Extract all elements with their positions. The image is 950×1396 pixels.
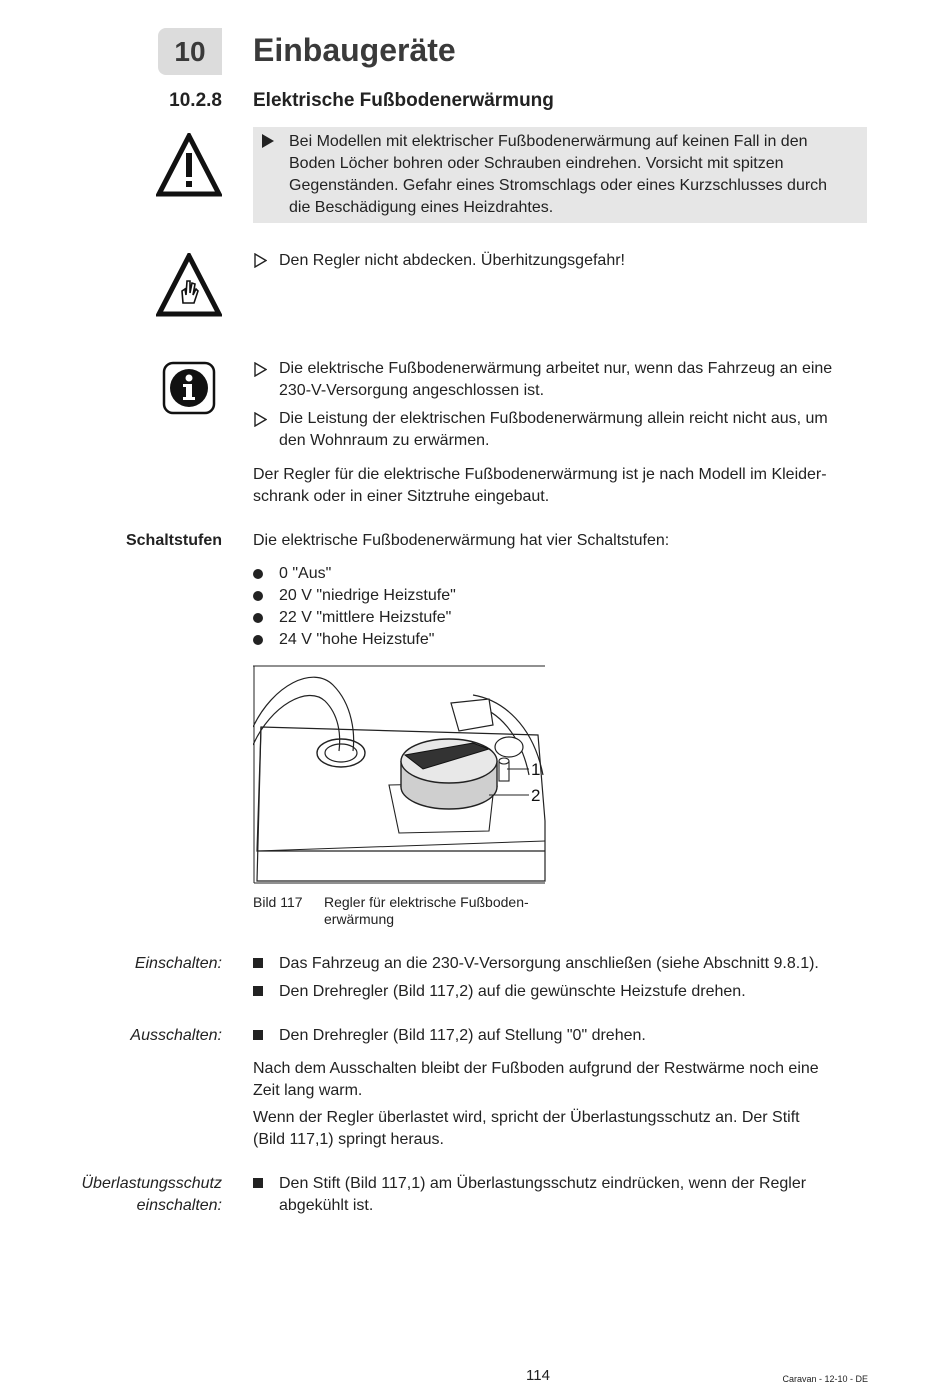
info-line: Die elektrische Fußbodenerwärmung arbeitet nur, wenn das Fahrzeug an eine: [279, 360, 833, 377]
paragraph-line: Wenn der Regler überlastet wird, spricht der Überlastungsschutz an. Der Stift: [253, 1109, 800, 1126]
regler-illustration: [253, 665, 547, 885]
chapter-number-tab: [158, 28, 222, 75]
caution-arrow-icon: [254, 253, 266, 267]
paragraph-line: (Bild 117,1) springt heraus.: [253, 1131, 444, 1148]
regler-paragraph: [253, 464, 827, 508]
item-line: abgekühlt ist.: [279, 1197, 374, 1214]
chapter-title: Einbaugeräte: [253, 32, 456, 68]
schaltstufen-intro: Die elektrische Fußbodenerwärmung hat vier Schaltstufen:: [253, 532, 670, 549]
warning-line: Gegenständen. Gefahr eines Stromschlags oder eines Kurzschlusses durch: [289, 177, 828, 194]
callout-1: 1: [531, 760, 541, 779]
square-bullet-icon: [253, 1178, 263, 1188]
schaltstufe-item: 22 V "mittlere Heizstufe": [279, 609, 452, 626]
bullet-icon: [253, 569, 263, 579]
caption-line: erwärmung: [324, 911, 395, 927]
regler-figure: [253, 665, 547, 890]
caution-hand-icon: [156, 253, 222, 322]
square-bullet-icon: [253, 986, 263, 996]
info-icon: [162, 361, 216, 420]
schaltstufen-label: Schaltstufen: [125, 532, 222, 549]
page-number: 114: [526, 1367, 550, 1384]
bullet-icon: [253, 635, 263, 645]
bullet-icon: [253, 613, 263, 623]
info-line: 230-V-Versorgung angeschlossen ist.: [279, 382, 545, 399]
callout-2: 2: [531, 786, 541, 805]
paragraph-line: Zeit lang warm.: [253, 1082, 363, 1099]
warning-line: Boden Löcher bohren oder Schrauben eindrehen. Vorsicht mit spitzen: [289, 155, 784, 172]
einschalten-label: Einschalten:: [134, 955, 222, 972]
info-line: den Wohnraum zu erwärmen.: [279, 432, 490, 449]
ueberlast-item: [279, 1173, 806, 1217]
section-title: Elektrische Fußbodenerwärmung: [253, 90, 554, 111]
ausschalten-paragraph: [253, 1058, 819, 1102]
paragraph-line: Der Regler für die elektrische Fußbodenerwärmung ist je nach Modell im Kleider-: [253, 466, 827, 483]
figure-caption: [324, 894, 529, 928]
paragraph-line: schrank oder in einer Sitztruhe eingebaut.: [253, 488, 550, 505]
bullet-icon: [253, 591, 263, 601]
caption-line: Regler für elektrische Fußboden-: [324, 894, 529, 910]
label-line: einschalten:: [136, 1197, 222, 1214]
info-arrow-icon: [254, 362, 266, 376]
square-bullet-icon: [253, 1030, 263, 1040]
info-arrow-icon: [254, 412, 266, 426]
ueberlast-label: [40, 1173, 222, 1217]
info-line: Die Leistung der elektrischen Fußbodenerwärmung allein reicht nicht aus, um: [279, 410, 828, 427]
item-line: Den Stift (Bild 117,1) am Überlastungsschutz eindrücken, wenn der Regler: [279, 1175, 807, 1192]
ausschalten-label: Ausschalten:: [130, 1027, 222, 1044]
warning-line: die Beschädigung eines Heizdrahtes.: [289, 199, 554, 216]
paragraph-line: Nach dem Ausschalten bleibt der Fußboden aufgrund der Restwärme noch eine: [253, 1060, 819, 1077]
einschalten-item: Das Fahrzeug an die 230-V-Versorgung anschließen (siehe Abschnitt 9.8.1).: [279, 955, 819, 972]
warning-arrow-icon: [262, 134, 274, 148]
info-item: [279, 408, 828, 452]
ueberlast-paragraph: [253, 1107, 800, 1151]
warning-text: [289, 131, 859, 219]
einschalten-item: Den Drehregler (Bild 117,2) auf die gewünschte Heizstufe drehen.: [279, 983, 746, 1000]
warning-line: Bei Modellen mit elektrischer Fußbodenerwärmung auf keinen Fall in den: [289, 133, 808, 150]
warning-exclamation-icon: [156, 133, 222, 202]
figure-label: Bild 117: [253, 894, 303, 910]
chapter-number: 10: [174, 35, 206, 67]
info-item: [279, 358, 832, 402]
document-reference: Caravan - 12-10 - DE: [782, 1374, 868, 1384]
label-line: Überlastungsschutz: [81, 1175, 222, 1192]
square-bullet-icon: [253, 958, 263, 968]
ausschalten-item: Den Drehregler (Bild 117,2) auf Stellung "0" drehen.: [279, 1027, 646, 1044]
schaltstufe-item: 24 V "hohe Heizstufe": [279, 631, 435, 648]
section-number: 10.2.8: [169, 90, 222, 111]
caution-text: Den Regler nicht abdecken. Überhitzungsgefahr!: [279, 252, 625, 269]
schaltstufe-item: 20 V "niedrige Heizstufe": [279, 587, 456, 604]
schaltstufe-item: 0 "Aus": [279, 565, 332, 582]
